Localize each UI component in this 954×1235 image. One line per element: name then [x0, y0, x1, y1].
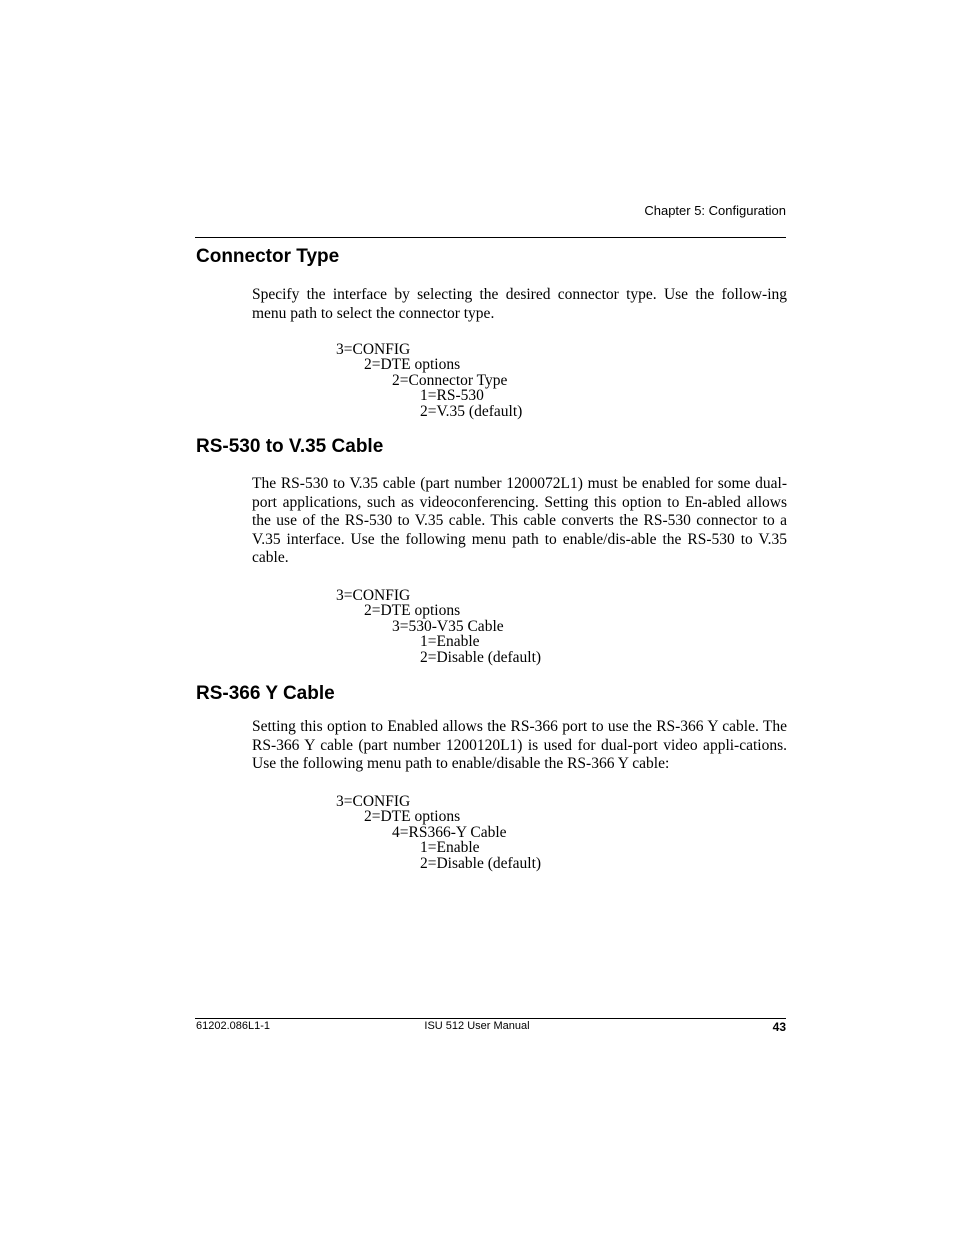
header-rule — [195, 237, 786, 238]
section-paragraph-connector-type: Specify the interface by selecting the desired connector type. Use the follow-ing menu path to select the connector type. — [252, 286, 787, 322]
section-heading-connector-type: Connector Type — [196, 246, 340, 267]
menu-path-item: 3=CONFIG — [336, 793, 411, 810]
section-paragraph-rs530-v35-cable: The RS-530 to V.35 cable (part number 1200072L1) must be enabled for some dual-port applications, such as videoconferencing. Setting this option to En-abled allows the use of the RS-530 to V.35 cable. This cable converts the RS-530 connector to a V.35 interface. Use the following menu path to enable/dis-able the RS-530 to V.35 cable. — [252, 475, 787, 567]
menu-path-item: 3=CONFIG — [336, 341, 411, 358]
menu-path-rs366-y-cable — [336, 794, 541, 871]
section-heading-rs366-y-cable: RS-366 Y Cable — [196, 683, 335, 704]
menu-path-item: 3=530-V35 Cable — [392, 617, 504, 635]
footer-page-number: 43 — [772, 1020, 786, 1034]
footer-manual-title: ISU 512 User Manual — [424, 1020, 530, 1032]
menu-path-item: 4=RS366-Y Cable — [392, 823, 507, 841]
menu-path-item: 1=Enable — [420, 633, 480, 651]
menu-path-item: 2=DTE options — [364, 356, 461, 374]
menu-path-item: 1=Enable — [420, 839, 480, 857]
menu-path-item: 2=DTE options — [364, 808, 461, 826]
footer-rule — [195, 1018, 786, 1019]
section-paragraph-rs366-y-cable: Setting this option to Enabled allows the RS-366 port to use the RS-366 Y cable. The RS-366 Y cable (part number 1200120L1) is used for dual-port video appli-cations. Use the following menu path to enable/disable the RS-366 Y cable: — [252, 718, 787, 773]
menu-path-item: 2=Disable (default) — [420, 854, 542, 872]
menu-path-item: 2=Connector Type — [392, 371, 508, 389]
section-heading-rs530-v35-cable: RS-530 to V.35 Cable — [196, 436, 384, 457]
menu-path-item: 2=Disable (default) — [420, 648, 542, 666]
menu-path-item: 1=RS-530 — [420, 387, 484, 405]
running-header-chapter: Chapter 5: Configuration — [644, 203, 786, 218]
menu-path-connector-type — [336, 342, 522, 419]
footer-part-number: 61202.086L1-1 — [196, 1020, 271, 1032]
menu-path-item: 2=DTE options — [364, 602, 461, 620]
menu-path-item: 2=V.35 (default) — [420, 402, 523, 420]
menu-path-item: 3=CONFIG — [336, 587, 411, 604]
menu-path-rs530-v35-cable — [336, 588, 541, 665]
